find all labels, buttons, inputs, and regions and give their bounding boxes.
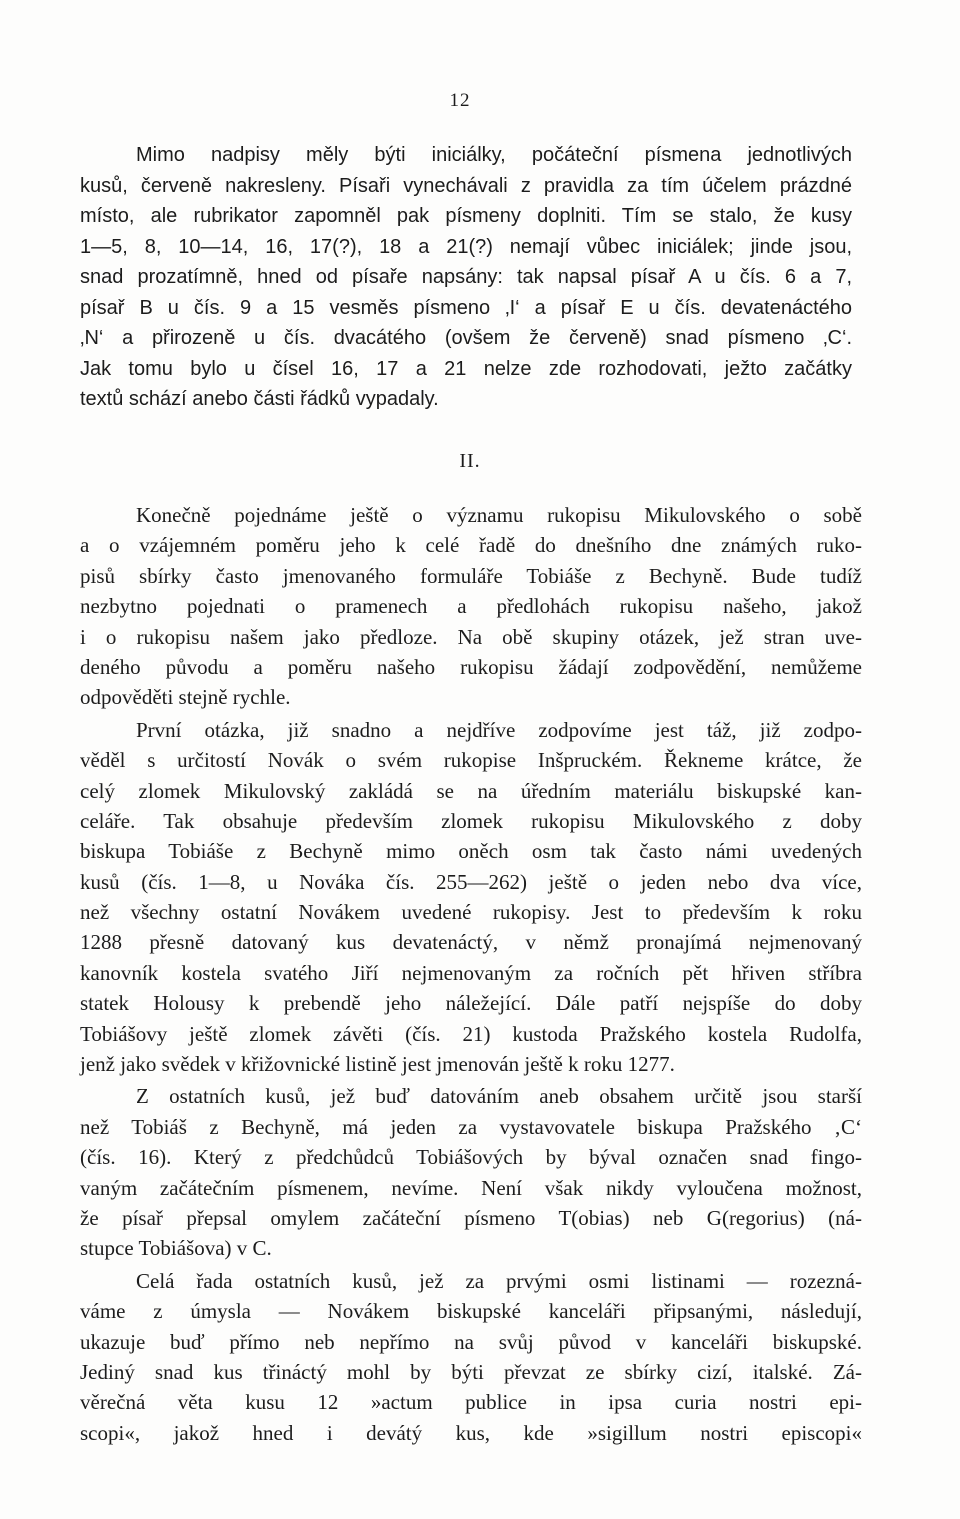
text-line: Tobiášovy ještě zlomek závěti (čís. 21) kustoda Pražského kostela Rudolfa, <box>80 1021 862 1046</box>
paragraph-initials <box>80 140 852 415</box>
text-line: ukazuje buď přímo neb nepřímo na svůj původ v kanceláři biskupské. <box>80 1329 862 1354</box>
text-line: statek Holousy k prebendě jeho náležející. Dále patří nejspíše do doby <box>80 991 862 1016</box>
text-line: kanovník kostela svatého Jiří nejmenovaným za ročních pět hřiven stříbra <box>80 960 862 985</box>
text-line: Jak tomu bylo u čísel 16, 17 a 21 nelze zde rozhodovati, ježto začátky <box>80 357 852 380</box>
text-line: a o vzájemném poměru jeho k celé řadě do dnešního dne známých ruko- <box>80 533 862 558</box>
text-line: odpověděti stejně rychle. <box>80 685 291 710</box>
text-line: Jediný snad kus třináctý mohl by býti převzat ze sbírky cizí, italské. Zá- <box>80 1359 862 1384</box>
text-line: než Tobiáš z Bechyně, má jeden za vystavovatele biskupa Pražského ‚C‘ <box>80 1114 862 1139</box>
text-line: ‚N‘ a přirozeně u čís. dvacátého (ovšem že červeně) snad písmeno ‚C‘. <box>80 327 852 349</box>
text-line: než všechny ostatní Novákem uvedené rukopisy. Jest to především k roku <box>80 900 862 925</box>
text-line: Konečně pojednáme ještě o významu rukopisu Mikulovského o sobě <box>136 503 862 527</box>
paragraph <box>80 1081 862 1263</box>
text-line: (čís. 16). Který z předchůdců Tobiášových by býval označen snad fingo- <box>80 1145 862 1170</box>
paragraph <box>80 1266 862 1448</box>
text-line: písař B u čís. 9 a 15 vesměs písmeno ‚I‘ a písař E u čís. devatenáctého <box>80 296 852 319</box>
text-line: věděl s určitostí Novák o svém rukopise Inšpruckém. Řekneme krátce, že <box>80 748 862 773</box>
text-line: místo, ale rubrikator zapomněl pak písmeny doplniti. Tím se stalo, že kusy <box>80 205 852 227</box>
text-line: váme z úmysla — Novákem biskupské kanceláři připsanými, následují, <box>80 1299 862 1324</box>
text-line: Mimo nadpisy měly býti iniciálky, počáteční písmena jednotlivých <box>136 144 852 166</box>
text-line: stupce Tobiášova) v C. <box>80 1236 272 1261</box>
text-line: pisů sbírky často jmenovaného formuláře Tobiáše z Bechyně. Bude tudíž <box>80 563 862 588</box>
text-line: nezbytno pojednati o pramenech a předlohách rukopisu našeho, jakož <box>80 594 862 619</box>
section-heading: II. <box>459 450 481 472</box>
text-line: snad prozatímně, hned od písaře napsány: tak napsal písař A u čís. 6 a 7, <box>80 266 852 288</box>
text-line: celáře. Tak obsahuje především zlomek rukopisu Mikulovského z doby <box>80 808 862 833</box>
text-line: 1288 přesně datovaný kus devatenáctý, v němž pronajímá nejmenovaný <box>80 930 862 955</box>
paragraph <box>80 500 862 713</box>
text-line: Z ostatních kusů, jež buď datováním aneb obsahem určitě jsou starší <box>136 1084 862 1109</box>
paragraph <box>80 715 862 1080</box>
page-number: 12 <box>449 90 471 111</box>
text-line: vaným začátečním písmenem, nevíme. Není však nikdy vyloučena možnost, <box>80 1175 862 1200</box>
text-line: deného původu a poměru našeho rukopisu žádají zodpovědění, nemůžeme <box>80 654 862 679</box>
text-line: Celá řada ostatních kusů, jež za prvými osmi listinami — rozezná- <box>136 1268 862 1293</box>
text-line: kusů (čís. 1—8, u Nováka čís. 255—262) ještě o jeden nebo dva více, <box>80 869 862 894</box>
text-line: textů schází anebo části řádků vypadaly. <box>80 388 439 410</box>
text-line: jenž jako svědek v křižovnické listině jest jmenován ještě k roku 1277. <box>80 1052 675 1077</box>
text-line: celý zlomek Mikulovský zakládá se na úředním materiálu biskupské kan- <box>80 778 862 803</box>
text-line: že písař přepsal omylem začáteční písmeno T(obias) neb G(regorius) (ná- <box>80 1205 862 1230</box>
section-body <box>80 500 862 1448</box>
text-line: První otázka, již snadno a nejdříve zodpovíme jest táž, již zodpo- <box>136 717 862 742</box>
text-line: biskupa Tobiáše z Bechyně mimo oněch osm tak často námi uvedených <box>80 839 862 864</box>
text-line: i o rukopisu našem jako předloze. Na obě skupiny otázek, jež stran uve- <box>80 624 862 649</box>
text-line: scopi«, jakož hned i devátý kus, kde »sigillum nostri episcopi« <box>80 1420 862 1445</box>
text-line: kusů, červeně nakresleny. Písaři vynechávali z pravidla za tím účelem prázdné <box>80 174 852 197</box>
text-line: věrečná věta kusu 12 »actum publice in ipsa curia nostri epi- <box>80 1390 862 1415</box>
text-line: 1—5, 8, 10—14, 16, 17(?), 18 a 21(?) nemají vůbec iniciálek; jinde jsou, <box>80 235 852 258</box>
